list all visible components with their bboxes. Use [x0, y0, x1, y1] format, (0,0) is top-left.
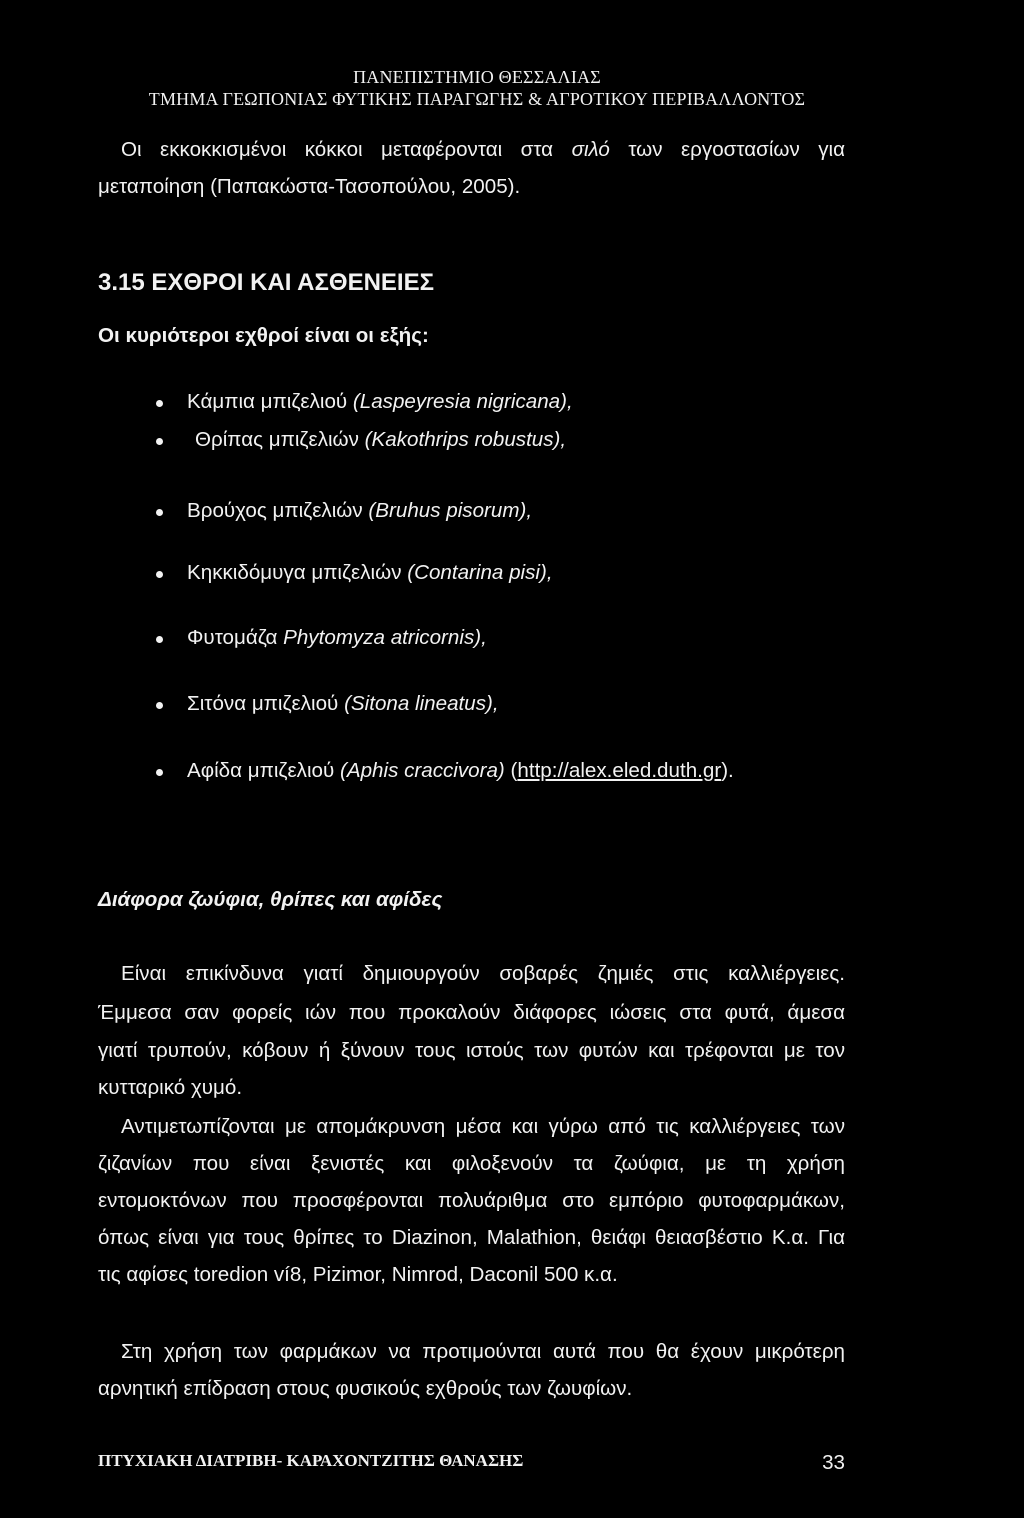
paragraph-line — [121, 138, 845, 162]
bullet-icon — [156, 438, 163, 445]
paragraph-line: Είναι επικίνδυνα γιατί δημιουργούν σοβαρές ζημιές στις καλλιέργειες. — [121, 962, 845, 985]
pest-name — [187, 561, 553, 585]
pest-item — [150, 499, 870, 523]
source-link[interactable]: http://alex.eled.duth.gr — [517, 759, 722, 782]
pest-latin-name: Phytomyza atricornis), — [283, 626, 487, 649]
pest-name — [187, 626, 487, 650]
section-heading: 3.15 ΕΧΘΡΟΙ ΚΑΙ ΑΣΘΕΝΕΙΕΣ — [98, 269, 435, 296]
pest-latin-name: (Aphis craccivora) — [340, 759, 505, 782]
pest-item — [150, 759, 870, 783]
pest-common-name: Αφίδα μπιζελιού — [187, 759, 335, 782]
bullet-icon — [156, 636, 163, 643]
pest-latin-name: (Sitona lineatus), — [344, 692, 499, 715]
line-text: των εργοστασίων για — [628, 138, 845, 161]
pest-item — [150, 626, 870, 650]
pest-common-name: Βρούχος μπιζελιών — [187, 499, 363, 522]
pest-item — [150, 428, 870, 452]
page-number: 33 — [822, 1451, 845, 1474]
bullet-icon — [156, 509, 163, 516]
paragraph-line: αρνητική επίδραση στους φυσικούς εχθρούς των ζωυφίων. — [98, 1377, 633, 1400]
pest-latin-name: (Bruhus pisorum), — [368, 499, 533, 522]
subsection-heading: Διάφορα ζωύφια, θρίπες και αφίδες — [98, 888, 443, 911]
pest-latin-name: (Contarina pisi), — [407, 561, 553, 584]
bullet-icon — [156, 400, 163, 407]
pest-common-name: Θρίπας μπιζελιών — [195, 428, 359, 451]
paragraph-line: κυτταρικό χυμό. — [98, 1076, 243, 1099]
pest-common-name: Σιτόνα μπιζελιού — [187, 692, 339, 715]
paragraph-line: Στη χρήση των φαρμάκων να προτιμούνται αυτά που θα έχουν μικρότερη — [121, 1340, 845, 1363]
paragraph-line: μεταποίηση (Παπακώστα-Τασοπούλου, 2005). — [98, 175, 521, 198]
thesis-author-footer: ΠΤΥΧΙΑΚΗ ΔΙΑΤΡΙΒΗ- ΚΑΡΑΧΟΝΤΖΙΤΗΣ ΘΑΝΑΣΗΣ — [98, 1451, 524, 1470]
pest-name — [187, 759, 734, 783]
paragraph-line: ζιζανίων που είναι ξενιστές και φιλοξενούν τα ζωύφια, με τη χρήση — [98, 1152, 845, 1175]
pest-item — [150, 561, 870, 585]
bullet-icon — [156, 769, 163, 776]
pest-common-name: Κηκκιδόμυγα μπιζελιών — [187, 561, 402, 584]
bullet-icon — [156, 571, 163, 578]
paragraph-line: Έμμεσα σαν φορείς ιών που προκαλούν διάφορες ιώσεις στα φυτά, άμεσα — [98, 1001, 845, 1024]
paragraph-line: τις αφίσες toredion ví8, Pizimor, Nimrod, Daconil 500 κ.α. — [98, 1263, 618, 1286]
section-lead: Οι κυριότεροι εχθροί είναι οι εξής: — [98, 324, 429, 347]
pest-item — [150, 390, 870, 414]
paragraph-line: εντομοκτόνων που προσφέρονται πολυάριθμα στο εμπόριο φυτοφαρμάκων, — [98, 1189, 845, 1212]
pest-latin-name: (Kakothrips robustus), — [364, 428, 567, 451]
pest-name — [187, 499, 532, 523]
pest-name — [187, 390, 573, 414]
university-name: ΠΑΝΕΠΙΣΤΗΜΙΟ ΘΕΣΣΑΛΙΑΣ — [353, 67, 601, 87]
reference-close-paren: ). — [721, 759, 734, 782]
italic-term: σιλό — [571, 138, 610, 161]
department-name: ΤΜΗΜΑ ΓΕΩΠΟΝΙΑΣ ΦΥΤΙΚΗΣ ΠΑΡΑΓΩΓΗΣ & ΑΓΡΟΤΙΚΟΥ ΠΕΡΙΒΑΛΛΟΝΤΟΣ — [148, 89, 806, 109]
paragraph-line: γιατί τρυπούν, κόβουν ή ξύνουν τους ιστούς των φυτών και τρέφονται με τον — [98, 1039, 845, 1062]
pest-common-name: Κάμπια μπιζελιού — [187, 390, 348, 413]
paragraph-line: Αντιμετωπίζονται με απομάκρυνση μέσα και γύρω από τις καλλιέργειες των — [121, 1115, 845, 1138]
pest-item — [150, 692, 870, 716]
line-text: Οι εκκοκκισμένοι κόκκοι μεταφέρονται στα — [121, 138, 554, 161]
pest-latin-name: (Laspeyresia nigricana), — [352, 390, 573, 413]
paragraph-line: όπως είναι για τους θρίπες το Diazinon, Malathion, θειάφι θειασβέστιο Κ.α. Για — [98, 1226, 845, 1249]
pest-name — [195, 428, 566, 452]
bullet-icon — [156, 702, 163, 709]
reference-open-paren: ( — [510, 759, 518, 782]
pest-name — [187, 692, 499, 716]
pest-common-name: Φυτομάζα — [187, 626, 278, 649]
